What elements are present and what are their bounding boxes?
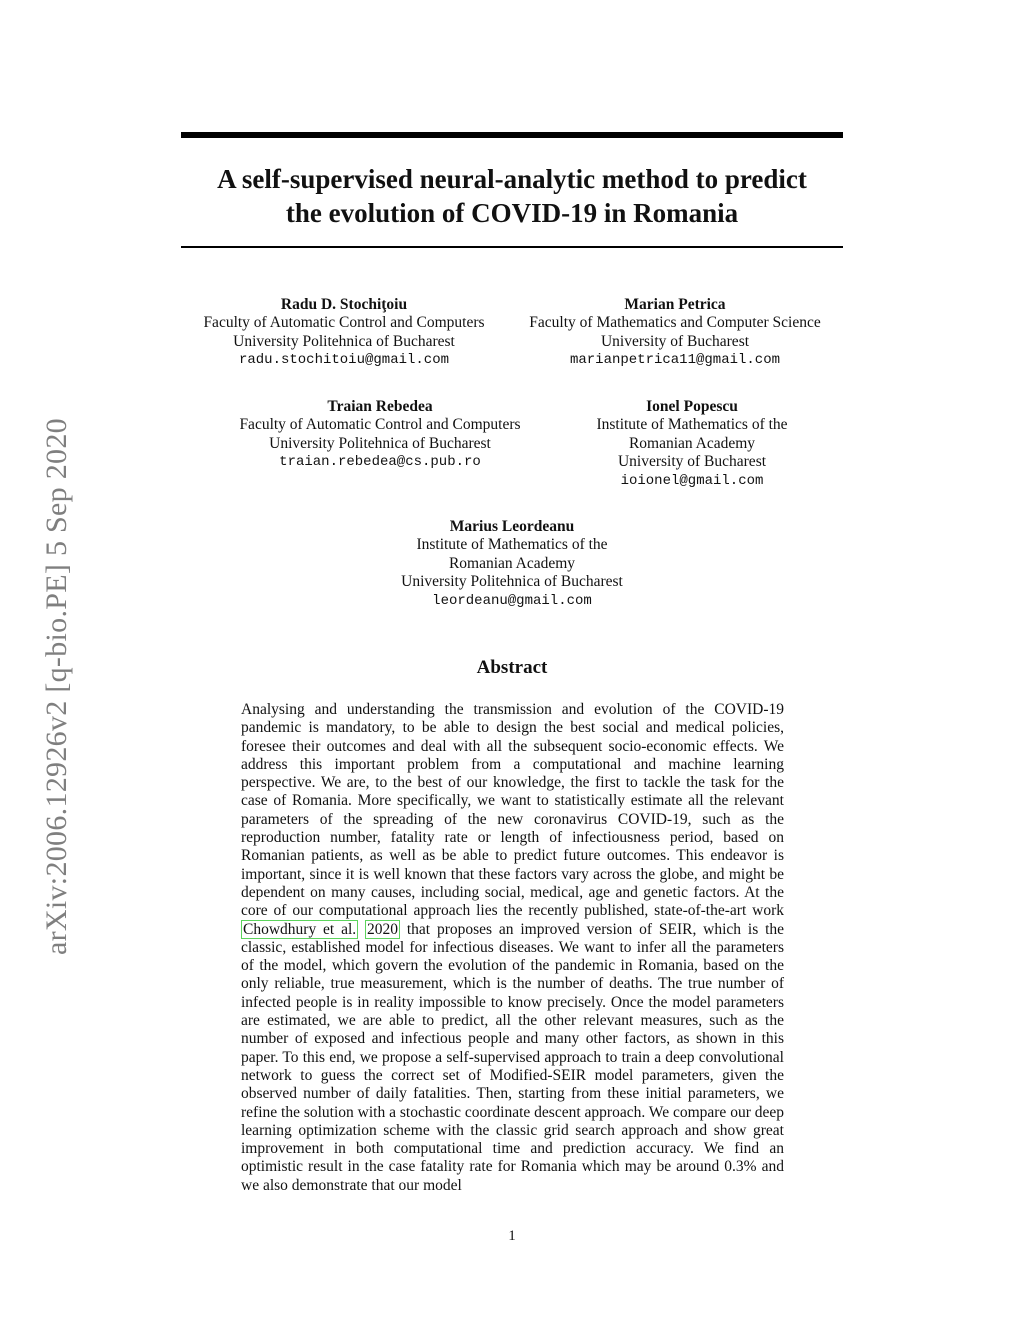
author-affiliation: Faculty of Automatic Control and Computers	[239, 416, 521, 434]
author-email[interactable]: traian.rebedea@cs.pub.ro	[279, 454, 481, 471]
author-affiliation: University Politehnica of Bucharest	[269, 434, 491, 452]
author-email[interactable]: radu.stochitoiu@gmail.com	[238, 352, 450, 369]
author-affiliation: University of Bucharest	[617, 453, 767, 471]
title-top-rule	[181, 132, 843, 138]
abstract-text-part-2: that proposes an improved version of SEIR, which is the classic, established model for infectious diseases. We want to infer all the parameters of the model, which govern the evolution of the pandemic in Romania, based on the only reliable, true measurement, which is the number of deaths. The true number of infected people is in reality impossible to know precisely. Once the model parameters are estimated, we are able to predict, all the other relevant measures, such as the number of exposed and infectious people and many other factors, as shown in this paper. To this end, we propose a self-supervised approach to train a deep convolutional network to guess the correct set of Modified-SEIR model parameters, given the observed number of daily fatalities. Then, starting from these initial parameters, we refine the solution with a stochastic coordinate descent approach. We compare our deep learning optimization scheme with the classic grid search approach and show great improvement in both computational time and prediction accuracy. We find an optimistic result in the case fatality rate for Romania which may be around 0.3% and we also demonstrate that our model	[241, 920, 785, 1194]
author-name: Traian Rebedea	[327, 398, 433, 415]
author-affiliation: Institute of Mathematics of the	[596, 416, 788, 434]
author-affiliation: Faculty of Automatic Control and Computers	[203, 314, 485, 332]
paper-title	[181, 162, 843, 230]
author-affiliation: University Politehnica of Bucharest	[401, 573, 623, 591]
title-bottom-rule	[181, 246, 843, 248]
author-affiliation: University Politehnica of Bucharest	[233, 332, 455, 350]
citation-link-author[interactable]: Chowdhury et al.	[243, 920, 357, 938]
abstract-text-part-1: Analysing and understanding the transmission and evolution of the COVID-19 pandemic is mandatory, to be able to design the best social and medical policies, foresee their outcomes and deal with all the subsequent socio-economic effects. We address this important problem from a computational and machine learning perspective. We are, to the best of our knowledge, the first to tackle the task for the case of Romania. More specifically, we want to statistically estimate all the relevant parameters of the spreading of the new coronavirus COVID-19, such as the reproduction number, fatality rate or length of infectiousness period, based on Romanian patients, as well as be able to predict future outcomes. This endeavor is important, since it is well known that these factors vary across the globe, and might be dependent on many causes, including social, medical, age and genetic factors. At the core of our computational approach lies the recently published, state-of-the-art work	[241, 701, 784, 920]
author-block-leordeanu	[362, 518, 662, 610]
author-name: Marius Leordeanu	[449, 518, 575, 535]
author-affiliation: Institute of Mathematics of the	[416, 536, 608, 554]
author-name: Marian Petrica	[624, 296, 726, 313]
author-email[interactable]: ioionel@gmail.com	[620, 472, 764, 489]
author-block-rebedea	[224, 398, 536, 472]
abstract-heading: Abstract	[476, 657, 548, 678]
author-name: Radu D. Stochiţoiu	[280, 296, 408, 313]
author-email[interactable]: leordeanu@gmail.com	[432, 592, 592, 609]
author-affiliation: Romanian Academy	[628, 434, 756, 452]
arxiv-stamp: arXiv:2006.12926v2 [q-bio.PE] 5 Sep 2020	[40, 418, 73, 955]
abstract-text	[241, 701, 784, 1195]
author-block-petrica	[512, 296, 838, 370]
title-line-2: the evolution of COVID-19 in Romania	[285, 198, 739, 228]
author-affiliation: Faculty of Mathematics and Computer Science	[529, 314, 821, 332]
author-block-popescu	[582, 398, 802, 490]
author-affiliation: Romanian Academy	[448, 554, 576, 572]
author-block-stochitoiu	[188, 296, 500, 370]
author-name: Ionel Popescu	[646, 398, 738, 415]
page-number: 1	[508, 1228, 516, 1244]
author-email[interactable]: marianpetrica11@gmail.com	[569, 352, 781, 369]
author-affiliation: University of Bucharest	[600, 332, 750, 350]
title-line-1: A self-supervised neural-analytic method to predict	[217, 164, 807, 194]
citation-link-year[interactable]: 2020	[367, 920, 398, 938]
